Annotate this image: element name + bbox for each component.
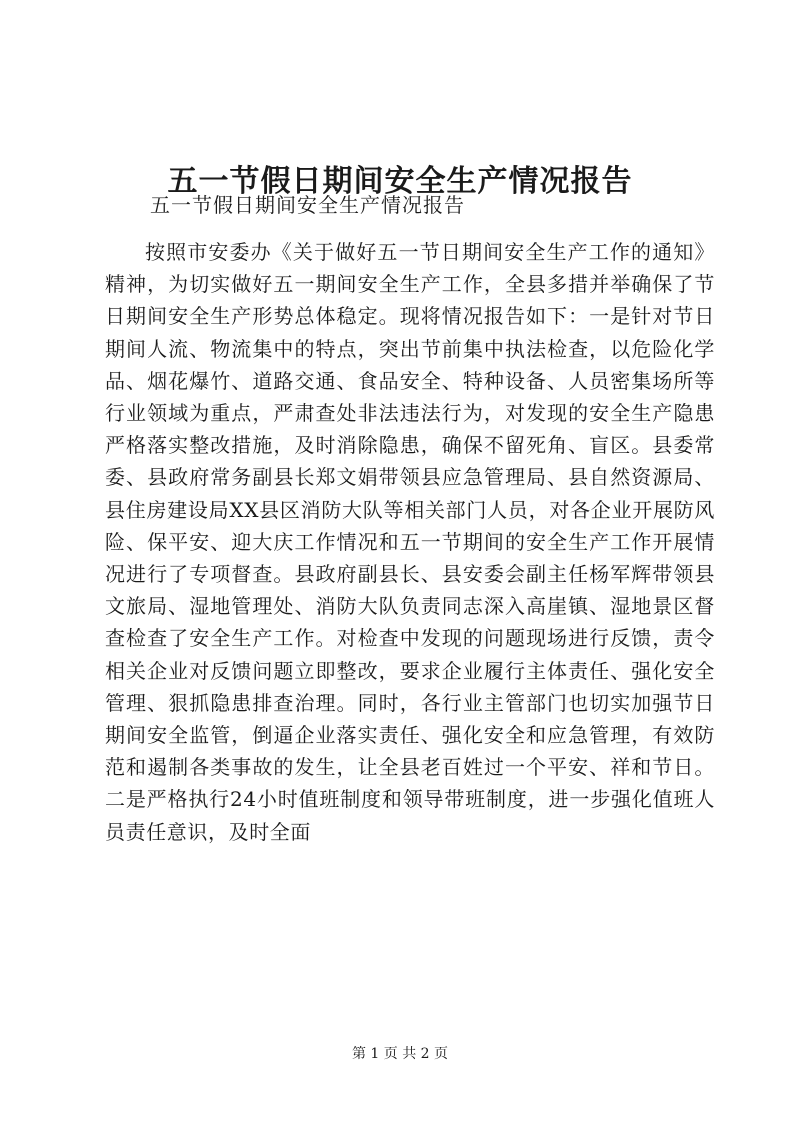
page-number-footer: 第 1 页 共 2 页 bbox=[351, 1046, 449, 1062]
body-paragraph: 按照市安委办《关于做好五一节日期间安全生产工作的通知》精神，为切实做好五一期间安全生产工作，全县多措并举确保了节日期间安全生产形势总体稳定。现将情况报告如下：一是针对节日期间人流、物流集中的特点，突出节前集中执法检查，以危险化学品、烟花爆竹、道路交通、食品安全、特种设备、人员密集场所等行业领域为重点，严肃查处非法违法行为，对发现的安全生产隐患严格落实整改措施，及时消除隐患，确保不留死角、盲区。县委常委、县政府常务副县长郑文娟带领县应急管理局、县自然资源局、县住房建设局XX县区消防大队等相关部门人员，对各企业开展防风险、保平安、迎大庆工作情况和五一节期间的安全生产工作开展情况进行了专项督查。县政府副县长、县安委会副主任杨军辉带领县文旅局、湿地管理处、消防大队负责同志深入高崖镇、湿地景区督查检查了安全生产工作。对检查中发现的问题现场进行反馈，责令相关企业对反馈问题立即整改，要求企业履行主体责任、强化安全管理、狠抓隐患排查治理。同时，各行业主管部门也切实加强节日期间安全监管，倒逼企业落实责任、强化安全和应急管理，有效防范和遏制各类事故的发生，让全县老百姓过一个平安、祥和节日。二是严格执行24小时值班制度和领导带班制度，进一步强化值班人员责任意识，及时全面 bbox=[105, 240, 715, 844]
document-subtitle: 五一节假日期间安全生产情况报告 bbox=[150, 193, 465, 217]
page-title: 五一节假日期间安全生产情况报告 bbox=[167, 164, 633, 200]
